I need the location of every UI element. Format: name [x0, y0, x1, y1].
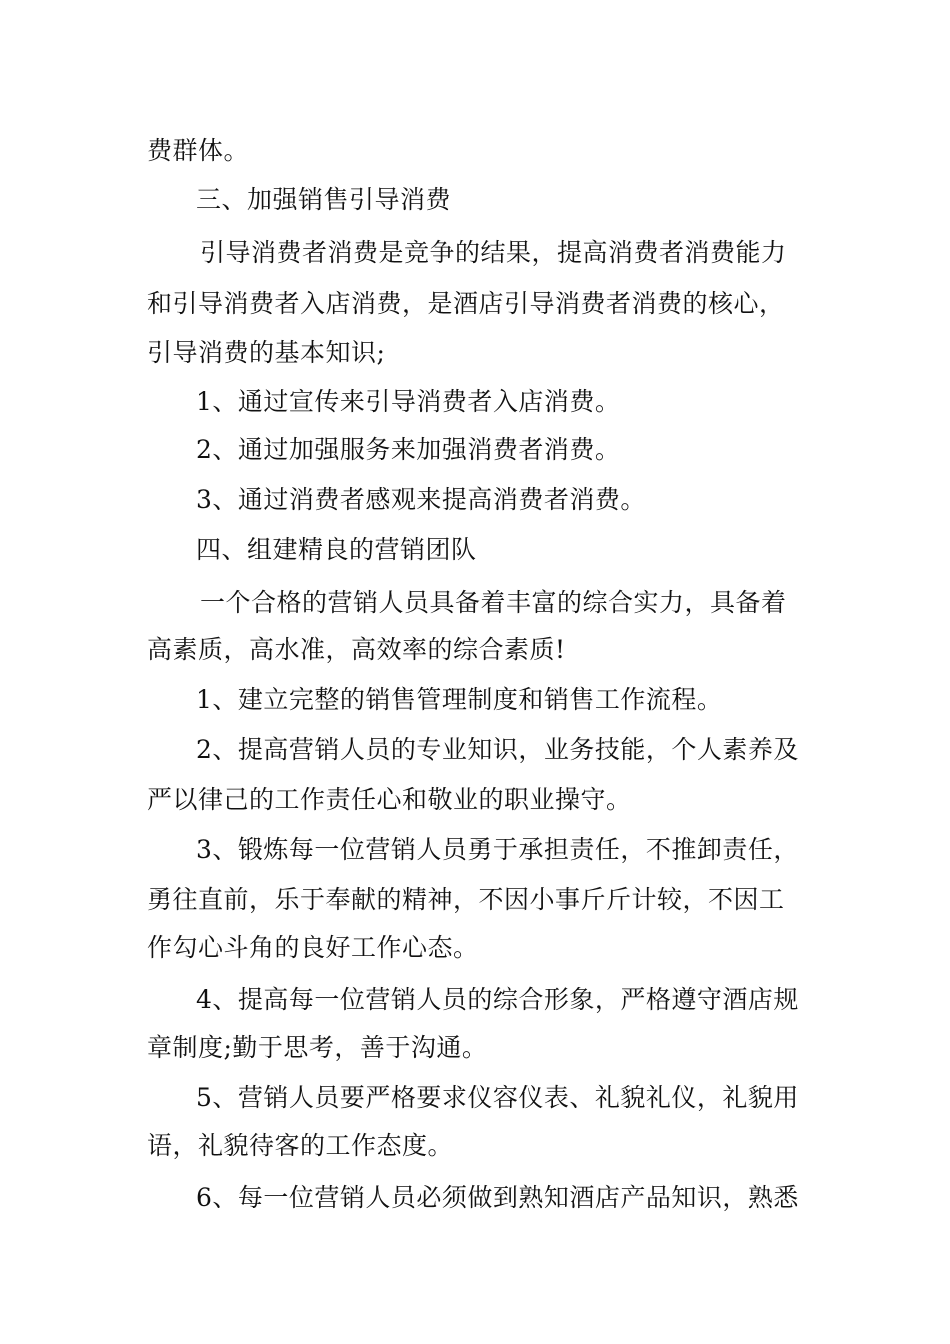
- text-line: 作勾心斗角的良好工作心态。: [147, 933, 479, 962]
- list-item: 5、营销人员要严格要求仪容仪表、礼貌礼仪，礼貌用: [196, 1083, 799, 1112]
- text-line: 引导消费者消费是竞争的结果，提高消费者消费能力: [200, 238, 787, 267]
- list-item: 4、提高每一位营销人员的综合形象，严格遵守酒店规: [196, 985, 799, 1014]
- text-line: 和引导消费者入店消费，是酒店引导消费者消费的核心，: [147, 289, 785, 318]
- list-item: 2、提高营销人员的专业知识，业务技能，个人素养及: [196, 735, 799, 764]
- list-item: 3、锻炼每一位营销人员勇于承担责任，不推卸责任，: [196, 835, 799, 864]
- list-item: 1、通过宣传来引导消费者入店消费。: [196, 387, 621, 416]
- text-line: 费群体。: [147, 136, 250, 165]
- text-line: 一个合格的营销人员具备着丰富的综合实力，具备着: [200, 588, 787, 617]
- list-item: 6、每一位营销人员必须做到熟知酒店产品知识，熟悉: [196, 1183, 799, 1212]
- text-line: 勇往直前，乐于奉献的精神，不因小事斤斤计较，不因工: [147, 885, 785, 914]
- text-line: 语，礼貌待客的工作态度。: [147, 1131, 454, 1160]
- section-heading: 四、组建精良的营销团队: [196, 535, 477, 564]
- text-line: 严以律己的工作责任心和敬业的职业操守。: [147, 785, 632, 814]
- section-heading: 三、加强销售引导消费: [196, 185, 452, 214]
- list-item: 3、通过消费者感观来提高消费者消费。: [196, 485, 646, 514]
- text-line: 高素质，高水准，高效率的综合素质!: [147, 635, 566, 664]
- text-line: 引导消费的基本知识;: [147, 338, 386, 367]
- text-line: 章制度;勤于思考，善于沟通。: [147, 1033, 488, 1062]
- list-item: 1、建立完整的销售管理制度和销售工作流程。: [196, 685, 723, 714]
- list-item: 2、通过加强服务来加强消费者消费。: [196, 435, 621, 464]
